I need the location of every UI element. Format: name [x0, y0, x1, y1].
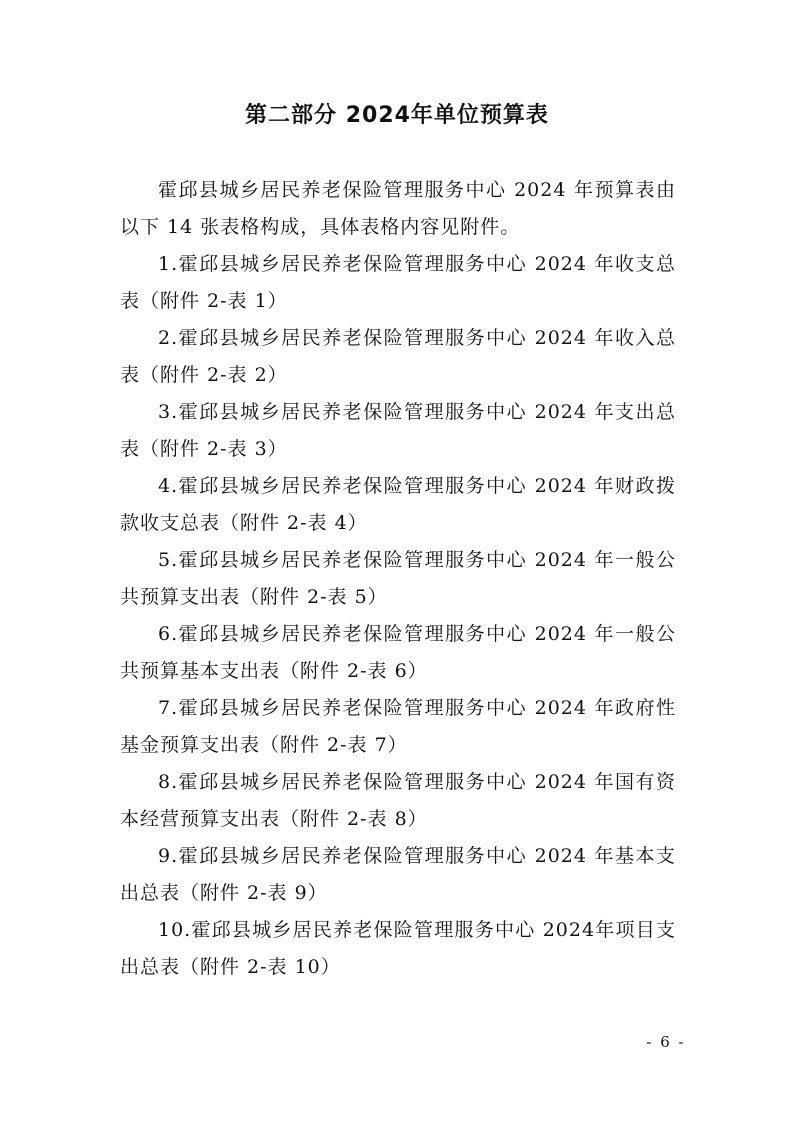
intro-paragraph: 霍邱县城乡居民养老保险管理服务中心 2024 年预算表由以下 14 张表格构成，具体表格内容见附件。: [120, 179, 676, 238]
page-number: - 6 -: [646, 1033, 686, 1051]
list-item: 1.霍邱县城乡居民养老保险管理服务中心 2024 年收支总表（附件 2-表 1）: [120, 253, 676, 312]
list-item: 7.霍邱县城乡居民养老保险管理服务中心 2024 年政府性基金预算支出表（附件 2-表 7）: [120, 697, 676, 756]
list-item: 6.霍邱县城乡居民养老保险管理服务中心 2024 年一般公共预算基本支出表（附件 2-表 6）: [120, 623, 676, 682]
page-title: 第二部分 2024年单位预算表: [245, 103, 549, 128]
list-item: 9.霍邱县城乡居民养老保险管理服务中心 2024 年基本支出总表（附件 2-表 9）: [120, 845, 676, 904]
list-item: 5.霍邱县城乡居民养老保险管理服务中心 2024 年一般公共预算支出表（附件 2-表 5）: [120, 549, 676, 608]
list-item: 4.霍邱县城乡居民养老保险管理服务中心 2024 年财政拨款收支总表（附件 2-表 4）: [120, 475, 676, 534]
document-body: [120, 172, 676, 986]
list-item: 2.霍邱县城乡居民养老保险管理服务中心 2024 年收入总表（附件 2-表 2）: [120, 327, 676, 386]
list-item: 10.霍邱县城乡居民养老保险管理服务中心 2024年项目支出总表（附件 2-表 10）: [120, 919, 676, 978]
list-item: 3.霍邱县城乡居民养老保险管理服务中心 2024 年支出总表（附件 2-表 3）: [120, 401, 676, 460]
list-item: 8.霍邱县城乡居民养老保险管理服务中心 2024 年国有资本经营预算支出表（附件 2-表 8）: [120, 771, 676, 830]
